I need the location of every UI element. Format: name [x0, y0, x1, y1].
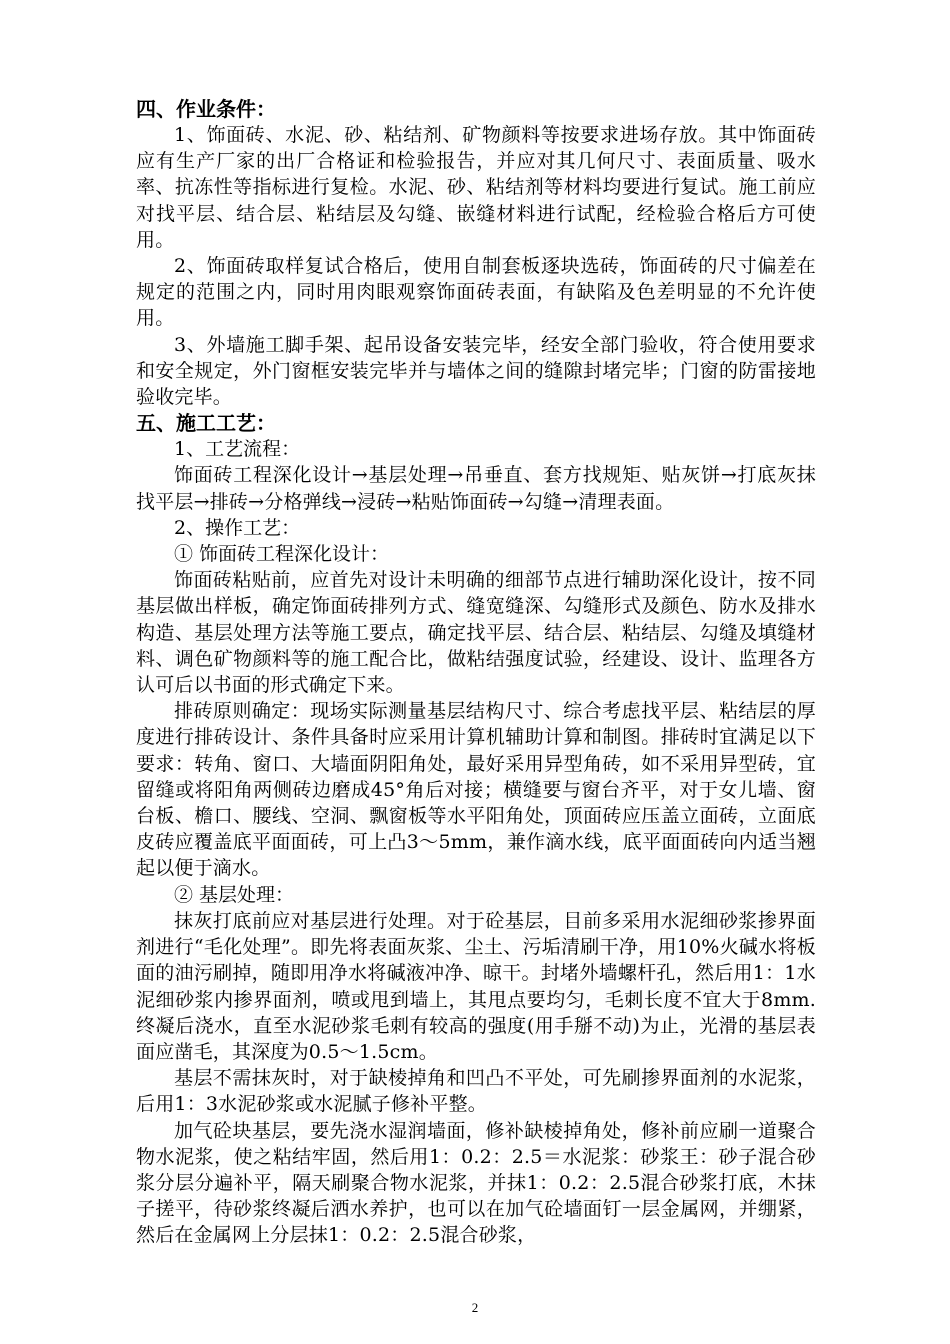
- paragraph: 饰面砖工程深化设计→基层处理→吊垂直、套方找规矩、贴灰饼→打底灰抹找平层→排砖→分格弹线→浸砖→粘贴饰面砖→勾缝→清理表面。: [136, 464, 816, 513]
- paragraph: 排砖原则确定：现场实际测量基层结构尺寸、综合考虑找平层、粘结层的厚度进行排砖设计、条件具备时应采用计算机辅助计算和制图。排砖时宜满足以下要求：转角、窗口、大墙面阴阳角处，最好采用异型角砖，如不采用异型砖，宜留缝或将阳角两侧砖边磨成45°角后对接；横缝要与窗台齐平，对于女儿墙、窗台板、檐口、腰线、空洞、飘窗板等水平阳角处，顶面砖应压盖立面砖，立面底皮砖应覆盖底平面面砖，可上凸3～5mm，兼作滴水线，底平面面砖向内适当翘起以便于滴水。: [136, 700, 816, 880]
- paragraph: 抹灰打底前应对基层进行处理。对于砼基层，目前多采用水泥细砂浆掺界面剂进行“毛化处理”。即先将表面灰浆、尘土、污垢清刷干净，用10%火碱水将板面的油污刷掉，随即用净水将碱液冲净、晾干。封堵外墙螺杆孔，然后用1：1水泥细砂浆内掺界面剂，喷或甩到墙上，其甩点要均匀，毛刺长度不宜大于8mm.终凝后浇水，直至水泥砂浆毛刺有较高的强度(用手掰不动)为止，光滑的基层表面应凿毛，其深度为0.5～1.5cm。: [136, 909, 816, 1063]
- subheading: ① 饰面砖工程深化设计：: [174, 543, 390, 566]
- section-heading-conditions: 四、作业条件：: [136, 97, 276, 121]
- paragraph: 2、饰面砖取样复试合格后，使用自制套板逐块选砖，饰面砖的尺寸偏差在规定的范围之内，同时用肉眼观察饰面砖表面，有缺陷及色差明显的不允许使用。: [136, 255, 816, 330]
- paragraph: 基层不需抹灰时，对于缺棱掉角和凹凸不平处，可先刷掺界面剂的水泥浆，后用1：3水泥砂浆或水泥腻子修补平整。: [136, 1067, 816, 1116]
- paragraph: 1、饰面砖、水泥、砂、粘结剂、矿物颜料等按要求进场存放。其中饰面砖应有生产厂家的出厂合格证和检验报告，并应对其几何尺寸、表面质量、吸水率、抗冻性等指标进行复检。水泥、砂、粘结剂等材料均要进行复试。施工前应对找平层、结合层、粘结层及勾缝、嵌缝材料进行试配，经检验合格后方可使用。: [136, 124, 816, 251]
- paragraph: 3、外墙施工脚手架、起吊设备安装完毕，经安全部门验收，符合使用要求和安全规定，外门窗框安装完毕并与墙体之间的缝隙封堵完毕；门窗的防雷接地验收完毕。: [136, 333, 816, 409]
- subheading: 1、工艺流程：: [174, 438, 301, 461]
- subheading: ② 基层处理：: [174, 883, 295, 906]
- document-body: [136, 96, 816, 1249]
- page-number: 2: [471, 1300, 479, 1315]
- paragraph: 饰面砖粘贴前，应首先对设计未明确的细部节点进行辅助深化设计，按不同基层做出样板，确定饰面砖排列方式、缝宽缝深、勾缝形式及颜色、防水及排水构造、基层处理方法等施工要点，确定找平层、结合层、粘结层、勾缝及填缝材料、调色矿物颜料等的施工配合比，做粘结强度试验，经建设、设计、监理各方认可后以书面的形式确定下来。: [136, 569, 816, 697]
- section-heading-process: 五、施工工艺：: [136, 411, 276, 436]
- paragraph: 加气砼块基层，要先浇水湿润墙面，修补缺棱掉角处，修补前应刷一道聚合物水泥浆，使之粘结牢固，然后用1：0.2：2.5＝水泥浆：砂浆王：砂子混合砂浆分层分遍补平，隔天刷聚合物水泥浆，并抹1：0.2：2.5混合砂浆打底，木抹子搓平，待砂浆终凝后洒水养护，也可以在加气砼墙面钉一层金属网，并绷紧，然后在金属网上分层抹1：0.2：2.5混合砂浆，: [136, 1119, 816, 1247]
- subheading: 2、操作工艺：: [174, 516, 301, 539]
